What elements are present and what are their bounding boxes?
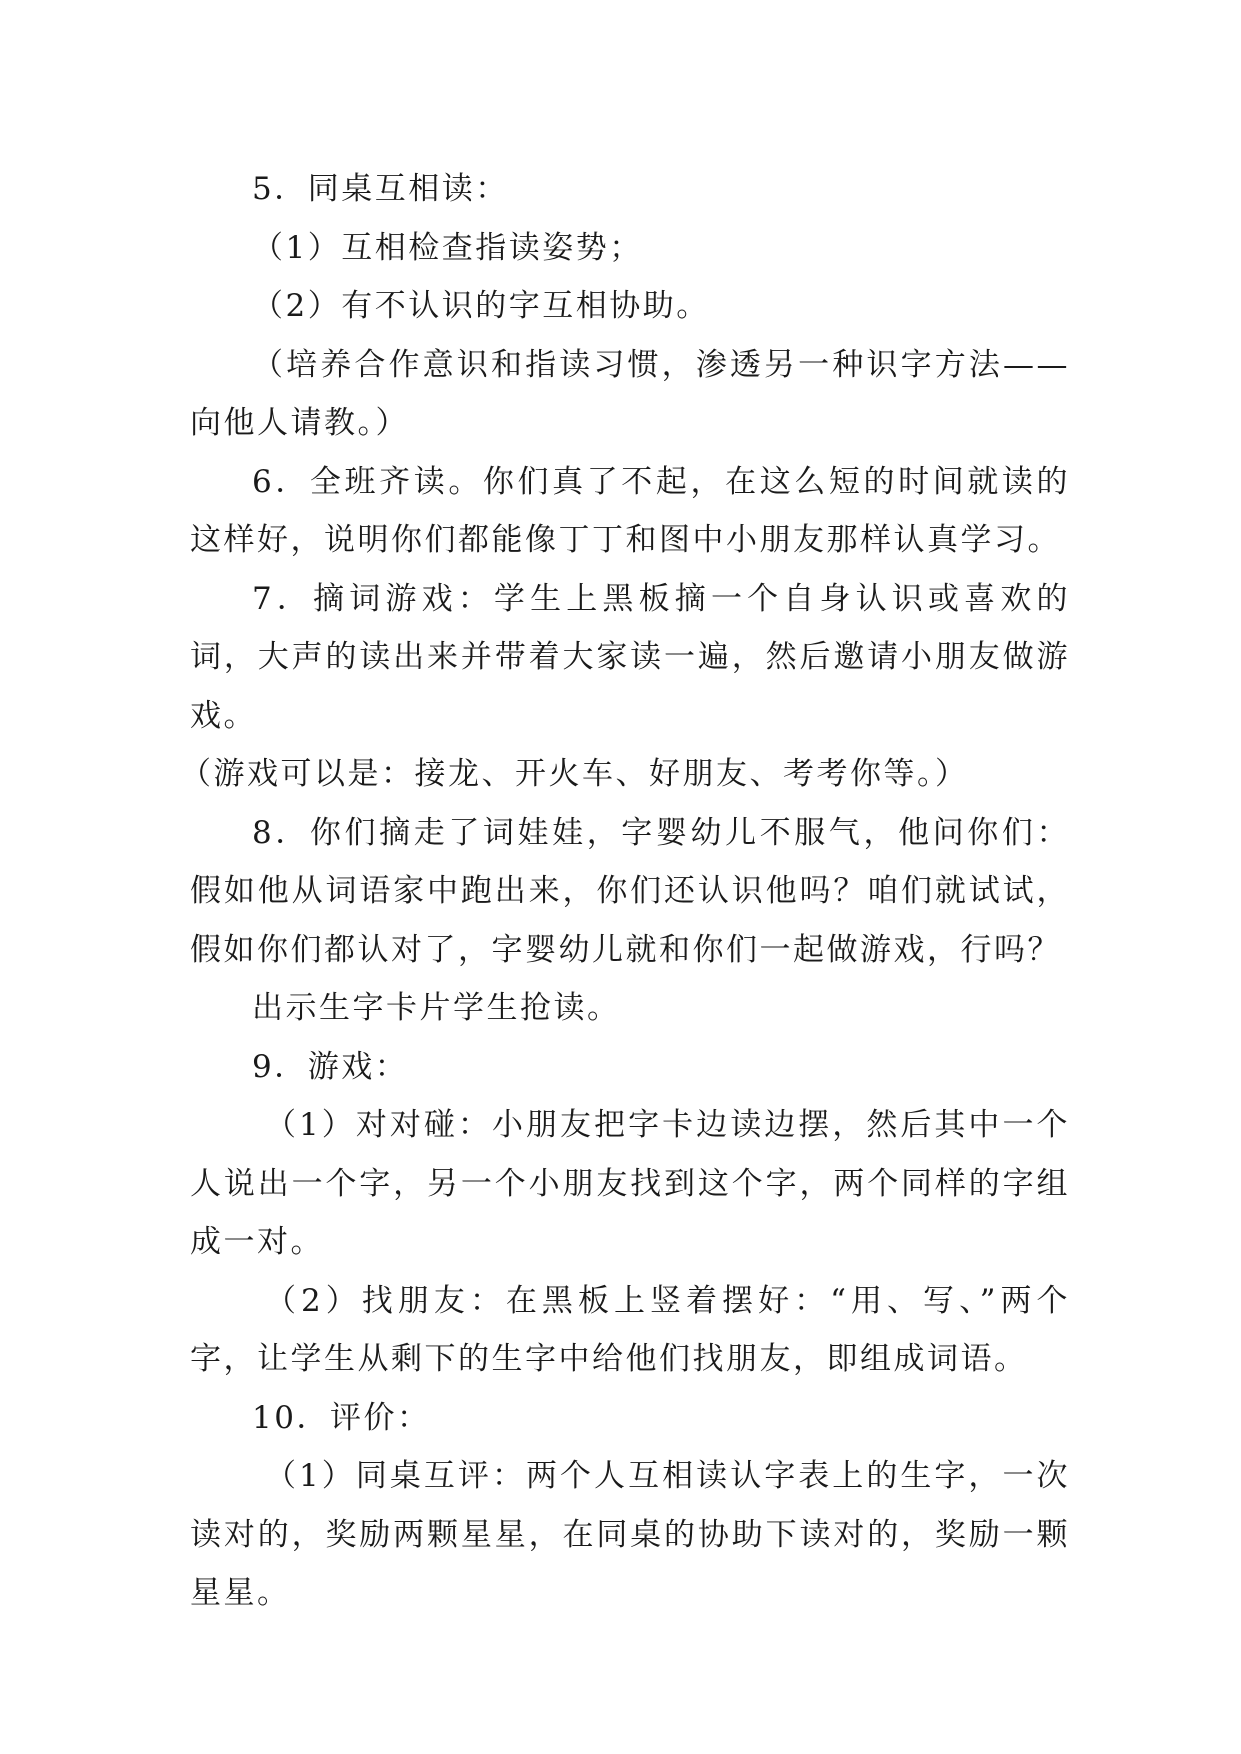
paragraph-step-7: 7．摘词游戏：学生上黑板摘一个自身认识或喜欢的词，大声的读出来并带着大家读一遍，然后邀请小朋友做游戏。 (190, 580, 1070, 734)
paragraph-step-5: 5．同桌互相读： (252, 171, 509, 207)
document-body (180, 160, 1070, 1623)
paragraph-step-8: 8．你们摘走了词娃娃，字婴幼儿不服气，他问你们：假如他从词语家中跑出来，你们还认识他吗？咱们就试试，假如你们都认对了，字婴幼儿就和你们一起做游戏，行吗？ (190, 814, 1070, 968)
paragraph-step-5-note: （培养合作意识和指读习惯，渗透另一种识字方法——向他人请教。） (190, 346, 1070, 441)
paragraph-step-6: 6．全班齐读。你们真了不起，在这么短的时间就读的这样好，说明你们都能像丁丁和图中小朋友那样认真学习。 (190, 463, 1070, 558)
paragraph-step-9: 9．游戏： (252, 1048, 409, 1085)
paragraph-step-9-item-1: （1）对对碰：小朋友把字卡边读边摆，然后其中一个人说出一个字，另一个小朋友找到这个字，两个同样的字组成一对。 (190, 1107, 1070, 1260)
paragraph-step-5-item-1: （1）互相检查指读姿势； (252, 229, 643, 266)
paragraph-step-9-item-2: （2）找朋友：在黑板上竖着摆好：“用、写、”两个字，让学生从剩下的生字中给他们找朋友，即组成词语。 (190, 1282, 1070, 1377)
paragraph-step-5-item-2: （2）有不认识的字互相协助。 (252, 288, 710, 324)
paragraph-step-10: 10．评价： (252, 1399, 431, 1436)
paragraph-step-8-followup: 出示生字卡片学生抢读。 (252, 990, 621, 1026)
paragraph-step-7-note: （游戏可以是：接龙、开火车、好朋友、考考你等。） (180, 756, 969, 792)
paragraph-step-10-item-1: （1）同桌互评：两个人互相读认字表上的生字，一次读对的，奖励两颗星星，在同桌的协助下读对的，奖励一颗星星。 (190, 1458, 1070, 1611)
